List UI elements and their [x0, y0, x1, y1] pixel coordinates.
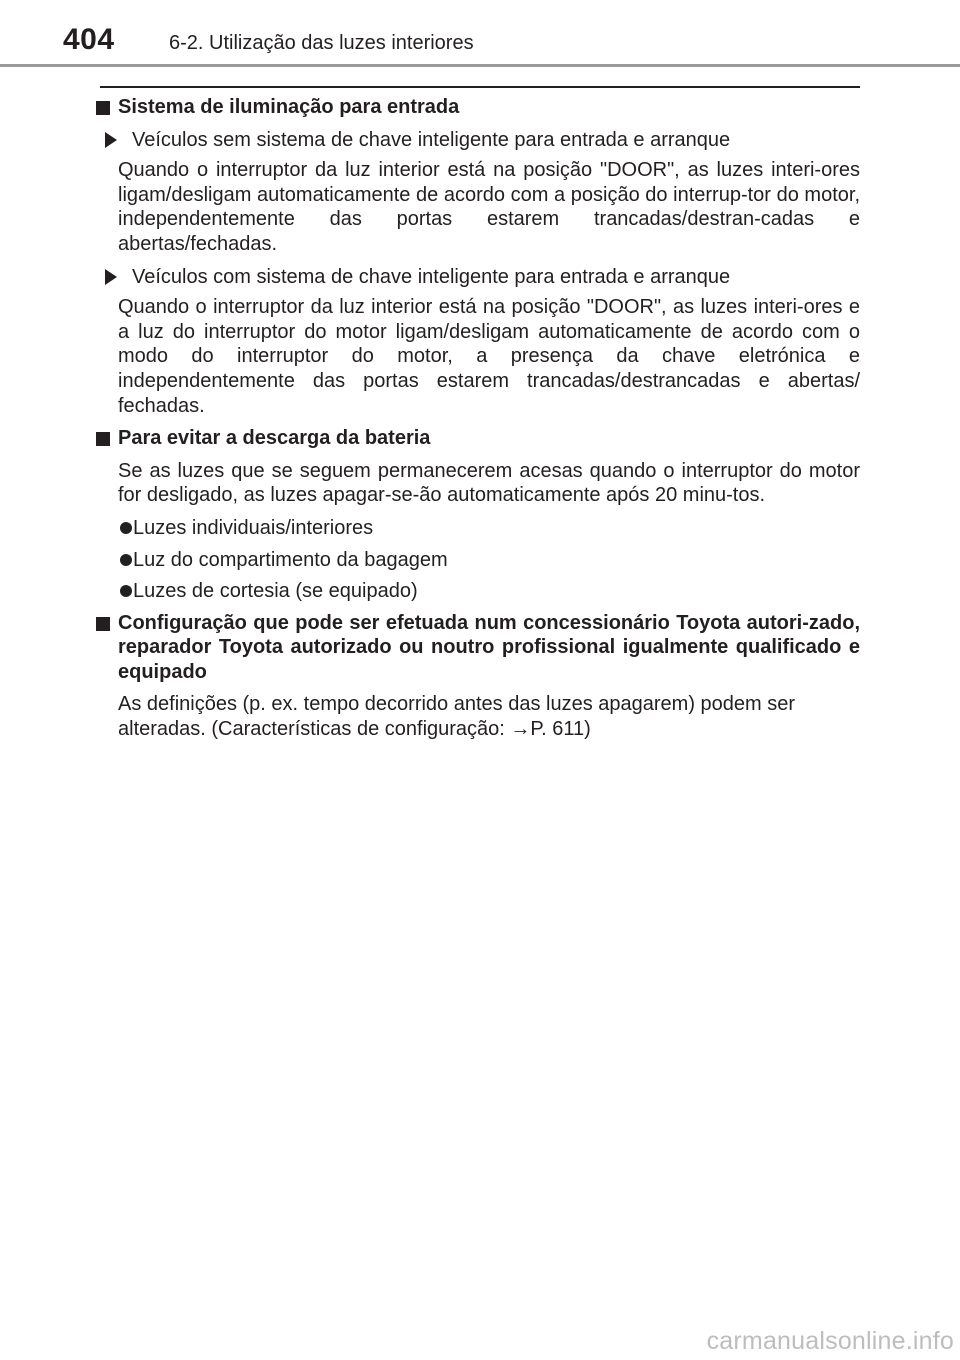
list-item-text: Luzes individuais/interiores: [133, 516, 374, 539]
page-header: [0, 0, 960, 66]
paragraph-customization: As definições (p. ex. tempo decorrido antes das luzes apagarem) podem ser alteradas. (Características de configuração: →P. 611): [118, 693, 796, 741]
subsection-label-text: Veículos com sistema de chave inteligente para entrada e arranque: [132, 265, 731, 288]
section-heading-text: Sistema de iluminação para entrada: [118, 96, 460, 118]
watermark-text: carmanualsonline.info: [706, 1327, 954, 1355]
square-bullet-icon: [96, 617, 110, 631]
paragraph-battery: Se as luzes que se seguem permanecerem acesas quando o interruptor do motor for desligado, as luzes apagar-se-ão automaticamente após 20 minu-tos.: [118, 459, 860, 507]
chapter-title: 6-2. Utilização das luzes interiores: [169, 32, 474, 54]
header-divider: [0, 64, 960, 67]
circle-bullet-icon: [120, 522, 132, 534]
triangle-bullet-icon: [105, 132, 117, 148]
section-heading-entry-lighting: [96, 95, 860, 120]
triangle-bullet-icon: [105, 269, 117, 285]
square-bullet-icon: [96, 101, 110, 115]
page-content: [96, 95, 860, 750]
section-heading-text: Para evitar a descarga da bateria: [118, 427, 431, 450]
list-item: [96, 548, 860, 573]
circle-bullet-icon: [120, 585, 132, 597]
square-bullet-icon: [96, 432, 110, 446]
paragraph-smart-key: Quando o interruptor da luz interior está na posição "DOOR", as luzes interi-ores e a luz do interruptor do motor ligam/desligam automaticamente de acordo com o modo do interruptor do motor, a presença da chave eletrónica e independentemente das portas estarem trancadas/destrancadas e abertas/ fechadas.: [118, 296, 860, 417]
section-heading-customization: [96, 611, 860, 685]
list-item-text: Luzes de cortesia (se equipado): [133, 580, 418, 603]
list-item-text: Luz do compartimento da bagagem: [133, 548, 448, 571]
list-item: [96, 579, 860, 604]
section-divider: [100, 86, 860, 88]
subsection-label-text: Veículos sem sistema de chave inteligente para entrada e arranque: [132, 128, 731, 151]
section-heading-text: Configuração que pode ser efetuada num concessionário Toyota autori-zado, reparador Toyota autorizado ou noutro profissional igualmente qualificado e equipado: [118, 611, 860, 683]
section-heading-battery: [96, 426, 860, 451]
subsection-label-no-smart-key: [96, 128, 860, 153]
page-number: 404: [63, 23, 115, 56]
subsection-label-smart-key: [96, 265, 860, 290]
circle-bullet-icon: [120, 554, 132, 566]
paragraph-no-smart-key: Quando o interruptor da luz interior está na posição "DOOR", as luzes interi-ores ligam/desligam automaticamente de acordo com a posição do interrup-tor do motor, independentemente das portas estarem trancadas/destran-cadas e abertas/fechadas.: [118, 159, 860, 255]
list-item: [96, 516, 860, 541]
